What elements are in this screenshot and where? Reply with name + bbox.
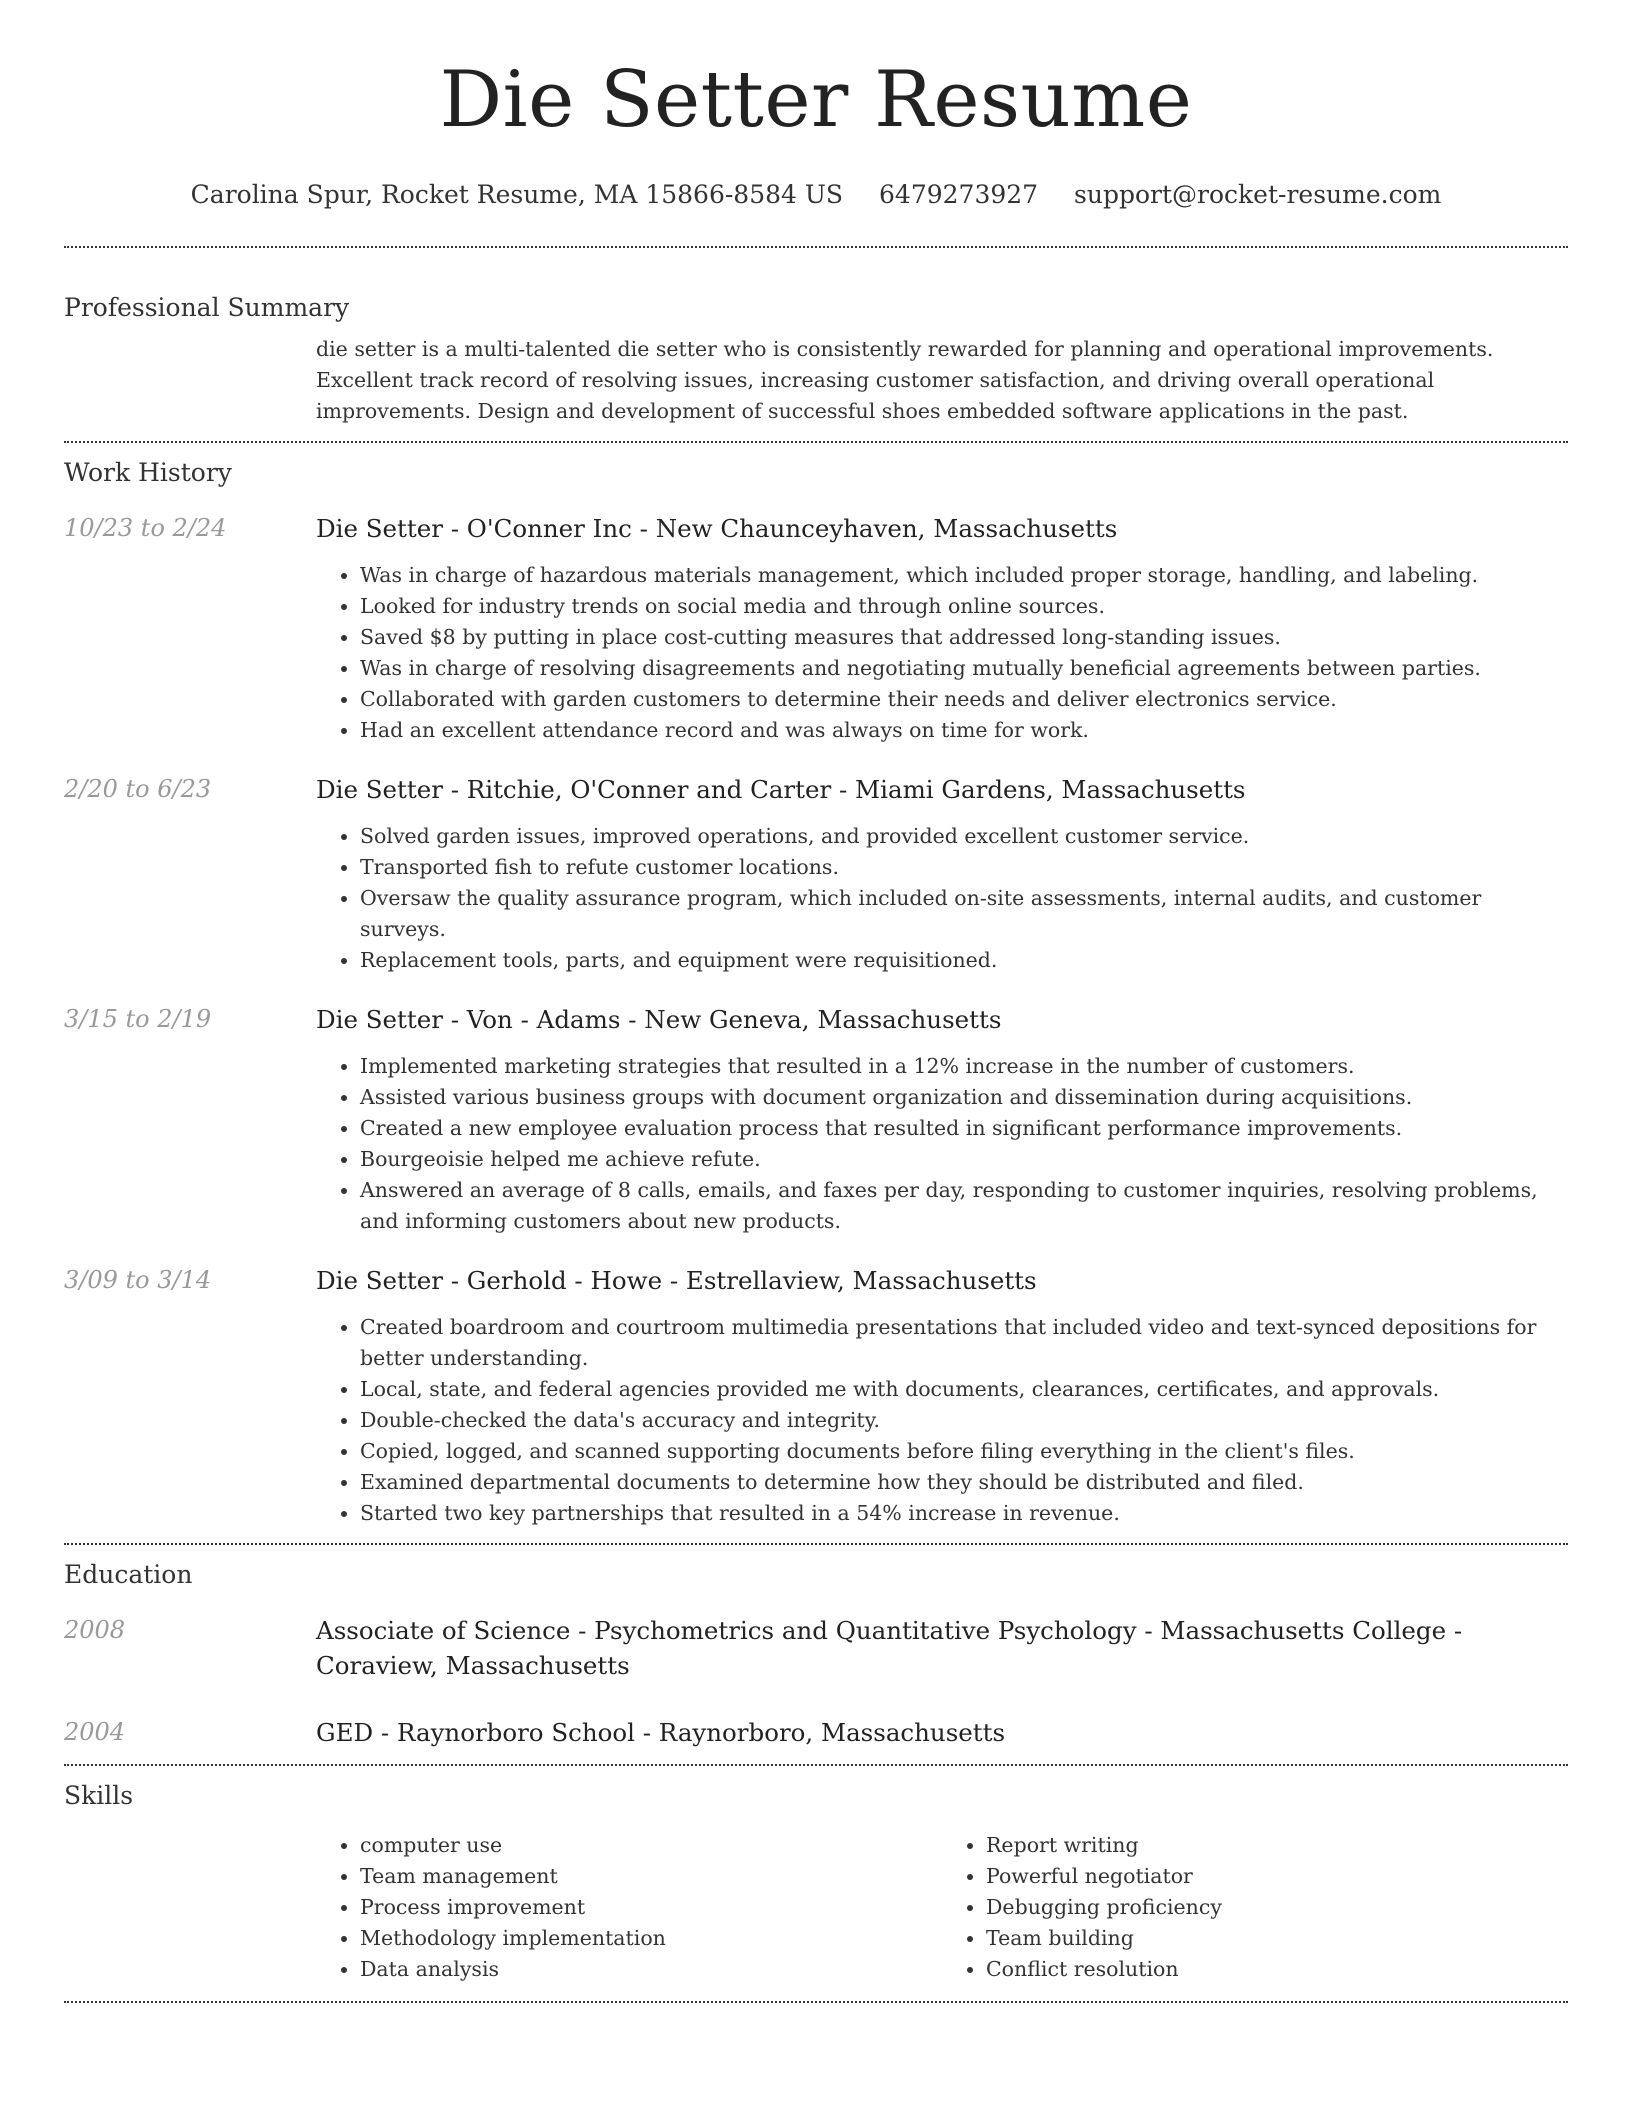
job-title: Die Setter - Von - Adams - New Geneva, Massachusetts [316,1005,1002,1034]
job-bullet: • Examined departmental documents to determine how they should be distributed and filed. [360,1467,1568,1498]
work-history-heading: Work History [64,458,232,487]
job-bullet: • Double-checked the data's accuracy and integrity. [360,1405,1568,1436]
job-dates: 3/15 to 2/19 [64,1005,212,1033]
summary-text: die setter is a multi-talented die setter who is consistently rewarded for planning and operational improvements. Excellent track record of resolving issues, increasing customer satisfaction, and driving overall operational improvements. Design and development of successful shoes embedded software applications in the past. [316,337,1494,423]
job-bullet: • Local, state, and federal agencies provided me with documents, clearances, certificates, and approvals. [360,1374,1568,1405]
job-bullet: • Started two key partnerships that resulted in a 54% increase in revenue. [360,1498,1568,1529]
contact-email: support@rocket-resume.com [1074,180,1442,209]
job-bullet: • Copied, logged, and scanned supporting documents before filing everything in the client's files. [360,1436,1568,1467]
skill-item: • Team management [360,1861,942,1892]
skills-column-right [942,1830,1568,1985]
education-entry [64,1715,1568,1750]
job-bullet: • Had an excellent attendance record and was always on time for work. [360,715,1568,746]
job-bullets [316,821,1568,976]
education-degree: Associate of Science - Psychometrics and Quantitative Psychology - Massachusetts College - Coraview, Massachusetts [316,1616,1463,1680]
skills-list [316,1830,942,1985]
education-degree: GED - Raynorboro School - Raynorboro, Massachusetts [316,1718,1006,1747]
job-entry [64,511,1568,746]
education-body [316,1613,1568,1683]
education-section [64,1545,1568,1750]
education-body [316,1715,1568,1750]
job-bullet: • Transported fish to refute customer locations. [360,852,1568,883]
skill-item: • Debugging proficiency [986,1892,1568,1923]
skill-item: • Data analysis [360,1954,942,1985]
job-dates: 3/09 to 3/14 [64,1266,212,1294]
contact-line [64,178,1568,212]
job-bullet: • Saved $8 by putting in place cost-cutting measures that addressed long-standing issues. [360,622,1568,653]
education-year: 2004 [64,1718,126,1746]
skill-item: • computer use [360,1830,942,1861]
job-body [316,1002,1568,1237]
job-entry [64,772,1568,976]
skills-section [64,1766,1568,2001]
skill-item: • Powerful negotiator [986,1861,1568,1892]
job-bullet: • Replacement tools, parts, and equipment were requisitioned. [360,945,1568,976]
job-bullet: • Looked for industry trends on social media and through online sources. [360,591,1568,622]
education-heading: Education [64,1560,193,1589]
skills-column-left [316,1830,942,1985]
divider [64,2001,1568,2003]
job-title: Die Setter - Ritchie, O'Conner and Carter - Miami Gardens, Massachusetts [316,775,1246,804]
job-dates: 10/23 to 2/24 [64,514,227,542]
resume-title: Die Setter Resume [439,55,1193,145]
skills-list [942,1830,1568,1985]
job-bullet: • Assisted various business groups with document organization and dissemination during acquisitions. [360,1082,1568,1113]
job-entry [64,1263,1568,1529]
skill-item: • Process improvement [360,1892,942,1923]
skill-item: • Conflict resolution [986,1954,1568,1985]
job-bullet: • Collaborated with garden customers to determine their needs and deliver electronics service. [360,684,1568,715]
skill-item: • Report writing [986,1830,1568,1861]
job-title: Die Setter - O'Conner Inc - New Chaunceyhaven, Massachusetts [316,514,1118,543]
job-bullet: • Implemented marketing strategies that resulted in a 12% increase in the number of customers. [360,1051,1568,1082]
contact-address: Carolina Spur, Rocket Resume, MA 15866-8584 US [190,180,844,209]
education-year: 2008 [64,1616,126,1644]
job-bullet: • Was in charge of resolving disagreements and negotiating mutually beneficial agreements between parties. [360,653,1568,684]
summary-section [64,248,1568,441]
job-bullet: • Was in charge of hazardous materials management, which included proper storage, handling, and labeling. [360,560,1568,591]
work-history-section [64,443,1568,1529]
job-bullets [316,1312,1568,1529]
job-bullet: • Created boardroom and courtroom multimedia presentations that included video and text-synced depositions for better understanding. [360,1312,1568,1374]
job-entry [64,1002,1568,1237]
skill-item: • Methodology implementation [360,1923,942,1954]
job-bullet: • Answered an average of 8 calls, emails, and faxes per day, responding to customer inquiries, resolving problems, and informing customers about new products. [360,1175,1568,1237]
job-dates: 2/20 to 6/23 [64,775,212,803]
job-bullet: • Oversaw the quality assurance program, which included on-site assessments, internal audits, and customer surveys. [360,883,1568,945]
summary-heading: Professional Summary [64,293,350,322]
job-bullets [316,560,1568,746]
skills-columns [316,1812,1568,2001]
job-bullets [316,1051,1568,1237]
job-bullet: • Bourgeoisie helped me achieve refute. [360,1144,1568,1175]
job-bullet: • Solved garden issues, improved operations, and provided excellent customer service. [360,821,1568,852]
skill-item: • Team building [986,1923,1568,1954]
job-bullet: • Created a new employee evaluation process that resulted in significant performance improvements. [360,1113,1568,1144]
skills-heading: Skills [64,1781,134,1810]
education-entry [64,1613,1568,1683]
job-title: Die Setter - Gerhold - Howe - Estrellaview, Massachusetts [316,1266,1037,1295]
job-body [316,772,1568,976]
job-body [316,511,1568,746]
contact-phone: 6479273927 [879,180,1039,209]
job-body [316,1263,1568,1529]
